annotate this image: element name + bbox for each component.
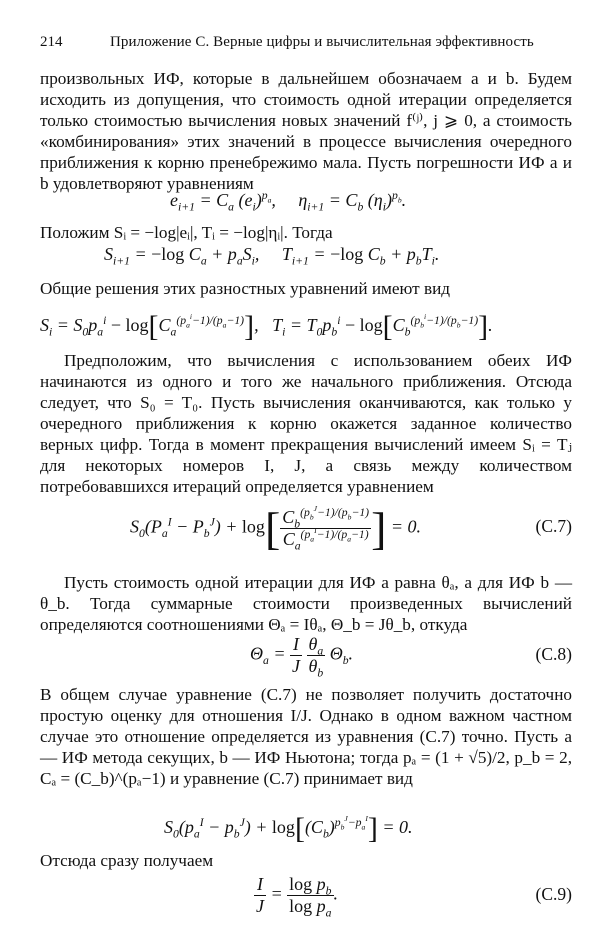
equation-error-recurrence: $e_{i+1} = C_a$ $(e_i)^{p_a}$, $\eta_{i+1} = C_b$ $(\eta_i)^{p_b}$. — [170, 189, 407, 214]
equation-c7: $S_0(P_a^I - P_b^J) + \log$[ $\frac{C_b^{(p_b^J-1)/(p_b-1)}}{C_a^{(p_a^I-1)/(p_a-1)}}$ ] = 0. (C.7) — [130, 503, 572, 554]
page-number: 214 — [40, 34, 63, 50]
equation-c8: $\Theta_a$ = $\frac{I}{J}$ $\frac{\theta_a}{\theta_b}$ $\Theta_b$. (C.8) — [250, 634, 572, 680]
equation-number-c7: (C.7) — [535, 516, 572, 536]
running-title: Приложение С. Верные цифры и вычислительная эффективность — [110, 34, 534, 50]
paragraph-7: Отсюда сразу получаем — [40, 851, 214, 870]
paragraph-2: Положим Sᵢ = −log|eᵢ|, Tᵢ = −log|ηᵢ|. Тогда — [40, 223, 333, 242]
equation-log-recurrence: $S_{i+1} = -\log$ $C_a + p_aS_i$, $T_{i+1} = -\log$ $C_b + p_bT_i$. — [104, 244, 440, 268]
equation-general-solution: $S_i = S_0p_a^i - \log[C_a^{(p_a^i-1)/(p_a-1)}]$, $T_i = T_0p_b^i - \log[C_b^{(p_b^i-1)/(p_b-1)}]$. — [40, 310, 493, 343]
equation-number-c8: (C.8) — [535, 644, 572, 664]
equation-number-c9: (C.9) — [535, 884, 572, 904]
paragraph-1: произвольных ИФ, которые в дальнейшем обозначаем a и b. Будем исходить из допущения, что стоимость одной итерации определяется только стоимостью вычисления новых значений f⁽ʲ⁾, j ⩾ 0, а стоимость «комбинирования» этих значений в процессе вычисления очередного приближения к корню пренебрежимо мала. Пусть погрешности ИФ a и b удовлетворяют уравнениям — [40, 69, 572, 193]
paragraph-4: Предположим, что вычисления с использованием обеих ИФ начинаются из одного и того же начального приближения. Отсюда следует, что S₀ = T₀. Пусть вычисления оканчиваются, как только у очередного приближения к корню окажется заданное количество верных цифр. Тогда в момент прекращения вычислений имеем Sᵢ = Tⱼ для некоторых номеров I, J, а связь между количеством потребовавшихся итераций определяется уравнением — [40, 351, 572, 496]
running-header — [40, 34, 572, 51]
paragraph-3: Общие решения этих разностных уравнений имеют вид — [40, 279, 451, 298]
equation-secant-newton: $S_0(p_a^I - p_b^J) + \log[(C_b)^{p_b^J-p_a^I}] = 0$. — [164, 812, 413, 845]
equation-c9: $\frac{I}{J}$ = $\frac{\log p_b}{\log p_a}$ . (C.9) — [256, 874, 572, 920]
paragraph-5: Пусть стоимость одной итерации для ИФ a равна θₐ, а для ИФ b — θ_b. Тогда суммарные стоимости произведенных вычислений определяются соотношениями Θₐ = Iθₐ, Θ_b = Jθ_b, откуда — [40, 573, 573, 634]
paragraph-6: В общем случае уравнение (C.7) не позволяет получить достаточно простую оценку для отношения I/J. Однако в одном важном частном случае это отношение определяется из уравнения (C.7) точно. Пусть a — ИФ метода секущих, b — ИФ Ньютона; тогда pₐ = (1 + √5)/2, p_b = 2, Cₐ = (C_b)^(pₐ−1) и уравнение (C.7) принимает вид — [40, 685, 572, 788]
